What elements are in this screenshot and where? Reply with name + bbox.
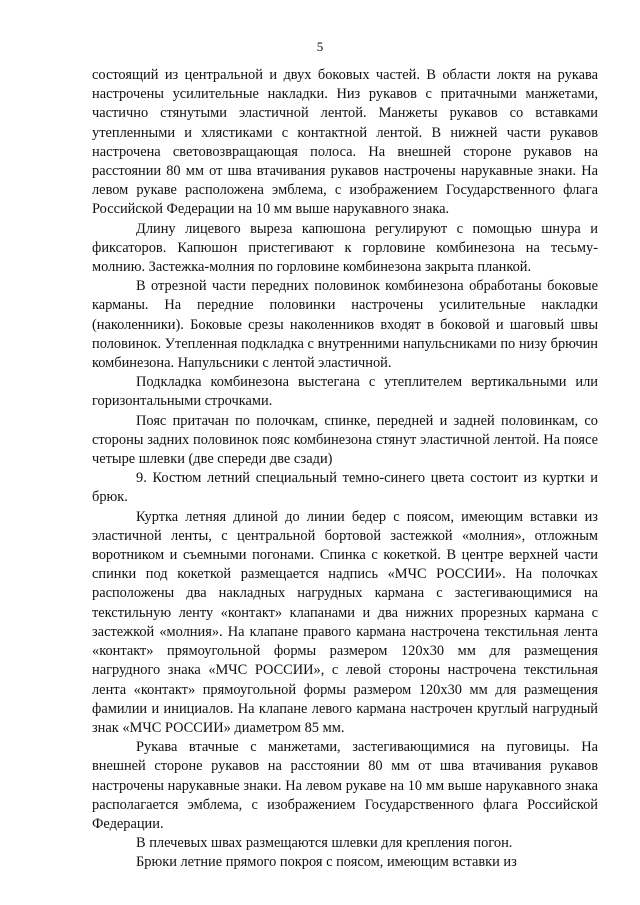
document-body	[92, 66, 598, 873]
paragraph: Пояс притачан по полочкам, спинке, передней и задней половинкам, со стороны задних половинок пояс комбинезона стянут эластичной лентой. На поясе четыре шлевки (две спереди две сзади)	[92, 412, 598, 468]
paragraph: Рукава втачные с манжетами, застегивающимися на пуговицы. На внешней стороне рукавов на расстоянии 80 мм от шва втачивания рукавов настрочены нарукавные знаки. На левом рукаве на 10 мм выше нарукавного знака располагается эмблема, с изображением Государственного флага Российской Федерации.	[92, 739, 598, 832]
paragraph: Длину лицевого выреза капюшона регулируют с помощью шнура и фиксаторов. Капюшон пристегивают к горловине комбинезона на тесьму-молнию. Застежка-молния по горловине комбинезона закрыта планкой.	[92, 220, 598, 276]
paragraph: 9. Костюм летний специальный темно-синего цвета состоит из куртки и брюк.	[92, 470, 598, 506]
paragraph: В плечевых швах размещаются шлевки для крепления погон.	[136, 835, 513, 852]
paragraph: В отрезной части передних половинок комбинезона обработаны боковые карманы. На передние половинки настрочены усилительные накладки (наколенники). Боковые срезы наколенников входят в боковой и шаговый швы половинок. Утепленная подкладка с внутренними напульсниками по низу брючин комбинезона. Напульсники с лентой эластичной.	[92, 278, 598, 372]
paragraph: Брюки летние прямого покроя с поясом, имеющим вставки из	[136, 854, 517, 871]
paragraph: Подкладка комбинезона выстегана с утеплителем вертикальными или горизонтальными строчками.	[92, 374, 598, 410]
paragraph: состоящий из центральной и двух боковых частей. В области локтя на рукава настрочены усилительные накладки. Низ рукавов с притачными манжетами, частично стянутыми эластичной лентой. Манжеты рукавов со вставками утепленными и хлястиками с контактной лентой. В нижней части рукавов настрочена световозвращающая полоса. На внешней стороне рукавов на расстоянии 80 мм от шва втачивания рукавов настрочены нарукавные знаки. На левом рукаве расположена эмблема, с изображением Государственного флага Российской Федерации на 10 мм выше нарукавного знака.	[92, 67, 598, 218]
page-number: 5	[316, 39, 324, 54]
paragraph: Куртка летняя длиной до линии бедер с поясом, имеющим вставки из эластичной ленты, с центральной бортовой застежкой «молния», отложным воротником и съемными погонами. Спинка с кокеткой. В центре верхней части спинки под кокеткой размещается надпись «МЧС РОССИИ». На полочках расположены два накладных нагрудных кармана с застегивающимися на текстильную ленту «контакт» клапанами и два нижних прорезных кармана с застежкой «молния». На клапане правого кармана настрочена текстильная лента «контакт» прямоугольной формы размером 120х30 мм для размещения нагрудного знака «МЧС РОССИИ», с левой стороны настрочена текстильная лента «контакт» прямоугольной формы размером 120х30 мм для размещения фамилии и инициалов. На клапане левого кармана настрочен круглый нагрудный знак «МЧС РОССИИ» диаметром 85 мм.	[92, 508, 598, 736]
